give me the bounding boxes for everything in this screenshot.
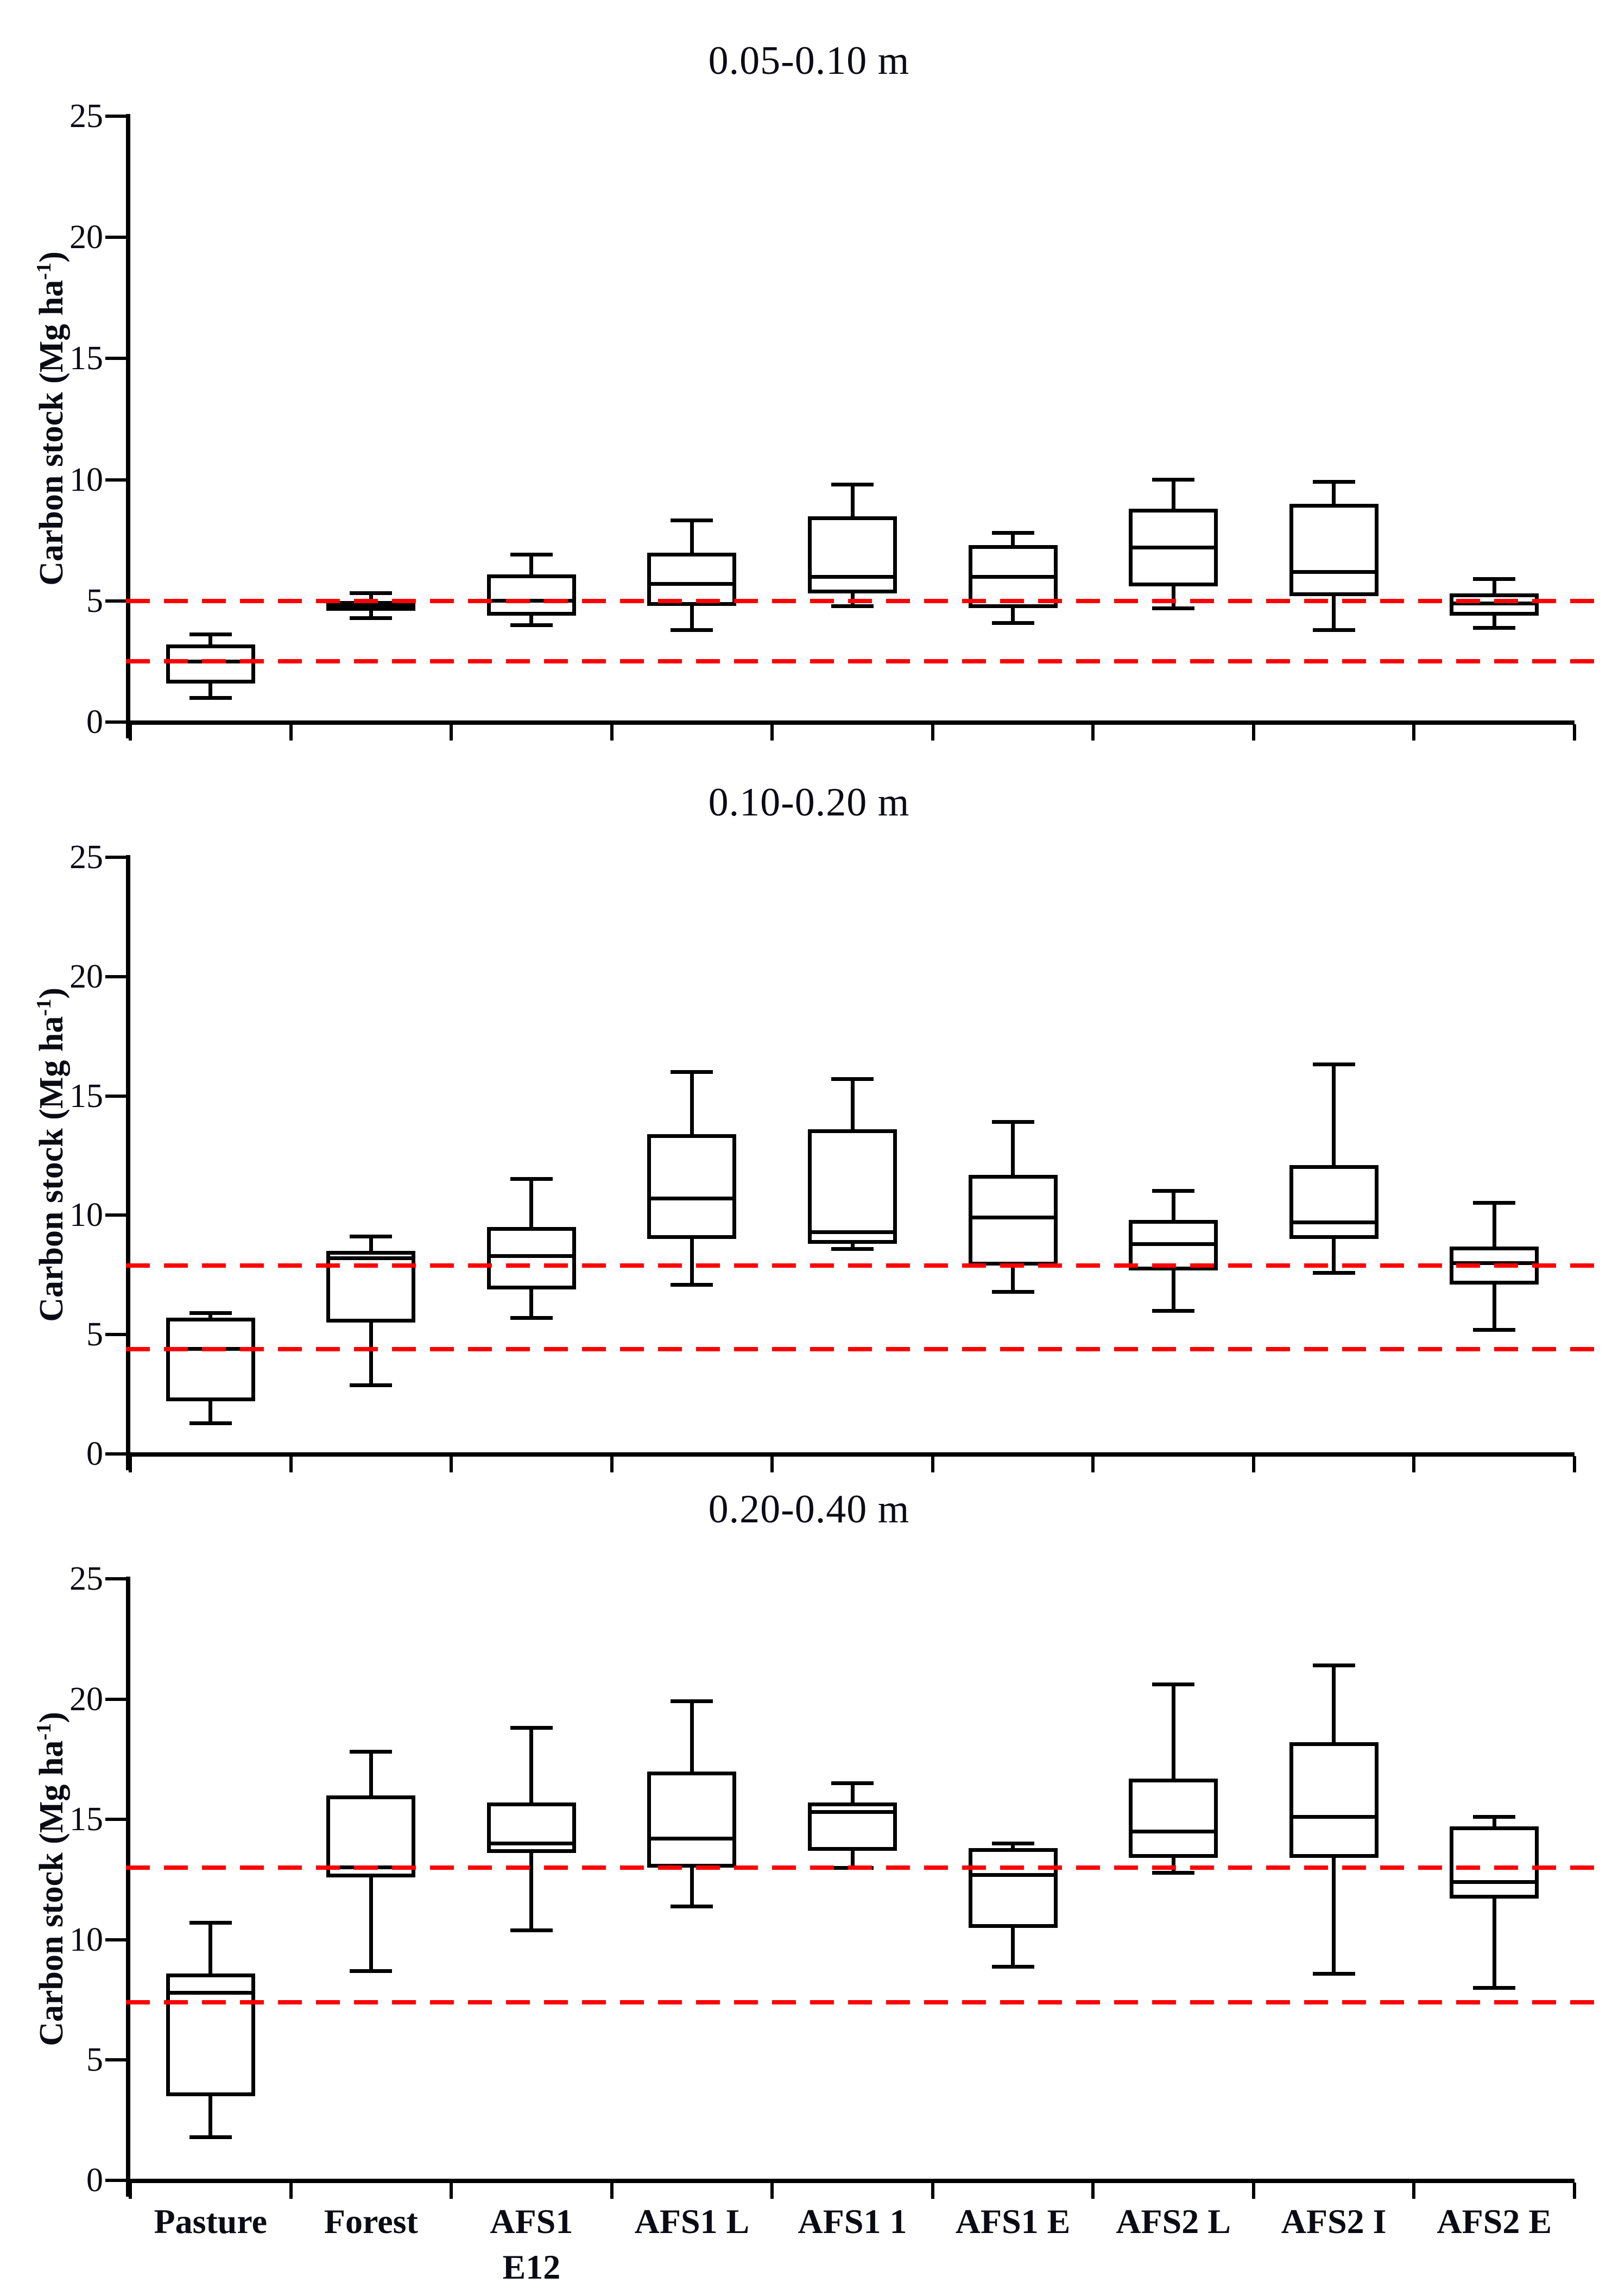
y-axis-line [126,855,130,1470]
lower-whisker [208,2096,212,2137]
x-axis-category-label: AFS2 I [1281,2202,1387,2241]
median-line [808,575,897,579]
y-axis-tick [105,357,126,360]
x-axis-category-label: Forest [324,2202,418,2241]
upper-whisker-cap [189,1311,232,1315]
lower-whisker-cap [350,616,392,620]
box-iqr [326,1251,415,1323]
box-iqr [166,1318,255,1401]
panel-3-title: 0.20-0.40 m [708,1487,910,1532]
upper-whisker-cap [1152,1189,1194,1193]
box-iqr [1450,1826,1539,1899]
x-axis-category-label: AFS1 [490,2202,573,2241]
upper-whisker-cap [831,483,874,486]
y-axis-tick-label: 25 [69,839,103,876]
upper-whisker [369,1752,373,1795]
panel-2-y-axis-label [32,829,71,1481]
box-iqr [1289,1742,1379,1858]
box-iqr [1289,504,1379,596]
median-line [1289,1815,1379,1819]
upper-whisker-cap [671,518,713,522]
lower-whisker [208,1401,212,1423]
upper-whisker-cap [992,531,1034,535]
box-iqr [647,1772,736,1868]
x-axis-tick [931,724,934,741]
y-axis-tick-label: 0 [86,1435,103,1472]
upper-whisker-cap [1473,1201,1515,1205]
x-axis-tick [610,1456,614,1472]
lower-whisker-cap [671,628,713,632]
x-axis-tick [1573,724,1576,741]
y-axis-tick-label: 5 [86,1316,103,1353]
y-axis-label-text: Carbon stock (Mg ha [33,1740,70,2046]
x-axis-category-label-line2: E12 [502,2248,561,2286]
x-axis-category-label: AFS1 1 [798,2202,907,2241]
reference-dashed-line [126,2000,1595,2004]
y-axis-tick-label: 5 [86,582,103,619]
box-iqr [487,1227,576,1289]
lower-whisker-cap [1473,1986,1515,1990]
y-axis-label-close: ) [33,251,70,263]
x-axis-category-label: AFS1 L [634,2202,750,2241]
y-axis-tick [105,1577,126,1580]
y-axis-tick [105,2179,126,2182]
y-axis-tick [105,1095,126,1098]
x-axis-tick [1573,2183,1576,2199]
y-axis-tick [105,1213,126,1217]
y-axis-tick [105,1818,126,1821]
upper-whisker-cap [831,1077,874,1081]
y-axis-label-close: ) [33,1711,70,1723]
lower-whisker-cap [992,1965,1034,1969]
x-axis-tick [1412,1456,1415,1472]
y-axis-label-text: Carbon stock (Mg ha [33,280,70,586]
y-axis-tick-label: 15 [69,340,103,377]
box-iqr [1289,1165,1379,1239]
upper-whisker-cap [510,553,553,556]
x-axis-tick [1412,2183,1415,2199]
x-axis-tick [610,724,614,741]
lower-whisker-cap [1473,1328,1515,1332]
x-axis-category-label: Pasture [154,2202,268,2241]
upper-whisker-cap [1152,1683,1194,1686]
upper-whisker-cap [831,1781,874,1785]
box-iqr [487,1802,576,1853]
upper-whisker [851,1079,855,1129]
x-axis-tick [129,724,132,741]
panel-3-y-axis-label [32,1553,71,2205]
y-axis-tick [105,1938,126,1941]
box-iqr [969,1848,1058,1927]
upper-whisker [851,1783,855,1802]
box-iqr [647,1134,736,1239]
lower-whisker-cap [510,623,553,627]
lower-whisker-cap [992,1290,1034,1294]
lower-whisker [1011,608,1015,623]
median-line [1289,1220,1379,1224]
lower-whisker [1332,1858,1336,1974]
lower-whisker-cap [671,1283,713,1287]
box-iqr [166,644,255,683]
upper-whisker [208,1923,212,1974]
lower-whisker-cap [1152,1871,1194,1875]
y-axis-tick [105,1333,126,1336]
median-line [969,1216,1058,1219]
x-axis-tick [770,1456,774,1472]
lower-whisker [1493,1285,1496,1330]
y-axis-label-sup: -1 [33,1723,56,1741]
lower-whisker-cap [510,1928,553,1932]
x-axis-tick [289,1456,293,1472]
lower-whisker-cap [189,1421,232,1425]
y-axis-tick-label: 10 [69,1197,103,1234]
upper-whisker-cap [1313,1062,1355,1066]
median-line [487,1254,576,1258]
median-line [647,1197,736,1200]
upper-whisker [1493,1203,1496,1246]
reference-dashed-line [126,1263,1595,1268]
upper-whisker-cap [189,1921,232,1925]
x-axis-tick [129,1456,132,1472]
lower-whisker [1172,1270,1175,1311]
y-axis-tick-label: 10 [69,1921,103,1958]
median-line [808,1810,897,1814]
y-axis-tick-label: 15 [69,1077,103,1115]
lower-whisker-cap [1313,1972,1355,1976]
y-axis-tick [105,115,126,118]
y-axis-label-close: ) [33,987,70,999]
lower-whisker [690,606,694,630]
x-axis-category-label: AFS1 E [955,2202,1071,2241]
lower-whisker-cap [671,1905,713,1908]
upper-whisker [1332,1065,1336,1165]
x-axis-tick [1573,1456,1576,1472]
median-line [969,1873,1058,1877]
upper-whisker [529,1728,533,1802]
upper-whisker [1332,1666,1336,1743]
reference-dashed-line [126,1865,1595,1870]
x-axis-category-label: AFS2 E [1437,2202,1552,2241]
upper-whisker-cap [1313,480,1355,484]
median-line [1450,1880,1539,1884]
panel-1-y-axis-label [32,93,71,744]
panel-1-title: 0.05-0.10 m [708,39,910,83]
median-line [1129,546,1218,549]
lower-whisker-cap [831,1247,874,1251]
y-axis-label-text: Carbon stock (Mg ha [33,1016,70,1322]
y-axis-tick [105,478,126,482]
x-axis-tick [931,1456,934,1472]
upper-whisker-cap [671,1699,713,1703]
y-axis-line [126,114,130,738]
x-axis-line [126,1452,1575,1457]
reference-dashed-line [126,659,1595,663]
y-axis-tick [105,1698,126,1701]
upper-whisker [1011,1122,1015,1175]
lower-whisker [690,1868,694,1906]
y-axis-tick-label: 15 [69,1801,103,1838]
upper-whisker-cap [1473,1815,1515,1819]
y-axis-tick [105,856,126,859]
lower-whisker-cap [1313,628,1355,632]
upper-whisker [851,485,855,516]
upper-whisker [690,1072,694,1134]
lower-whisker [369,1877,373,1971]
lower-whisker [1493,1899,1496,1988]
reference-dashed-line [126,1347,1595,1351]
x-axis-tick [1091,2183,1095,2199]
x-axis-tick [450,2183,453,2199]
median-line [1289,570,1379,574]
x-axis-tick [770,724,774,741]
y-axis-tick [105,599,126,603]
upper-whisker-cap [671,1070,713,1074]
x-axis-tick [289,2183,293,2199]
x-axis-tick [289,724,293,741]
x-axis-tick [610,2183,614,2199]
box-iqr [808,1129,897,1244]
lower-whisker [529,1853,533,1930]
lower-whisker [208,684,212,698]
lower-whisker [1011,1266,1015,1292]
y-axis-tick-label: 25 [69,1560,103,1597]
upper-whisker-cap [992,1120,1034,1124]
upper-whisker [1332,482,1336,504]
lower-whisker-cap [510,1316,553,1320]
upper-whisker-cap [510,1177,553,1181]
y-axis-tick [105,1452,126,1456]
median-line [1129,1242,1218,1246]
upper-whisker-cap [510,1726,553,1730]
upper-whisker [1172,480,1175,509]
median-line [487,1842,576,1845]
median-line [647,1837,736,1840]
lower-whisker-cap [992,621,1034,625]
upper-whisker [1172,1191,1175,1220]
x-axis-tick [1412,724,1415,741]
upper-whisker [529,1179,533,1227]
lower-whisker [690,1239,694,1285]
upper-whisker-cap [350,1235,392,1238]
x-axis-tick [450,1456,453,1472]
y-axis-tick-label: 10 [69,461,103,498]
y-axis-tick [105,975,126,978]
lower-whisker-cap [831,604,874,608]
y-axis-label-sup: -1 [33,262,56,280]
x-axis-tick [1091,724,1095,741]
lower-whisker-cap [1152,606,1194,610]
median-line [326,604,415,608]
lower-whisker-cap [350,1969,392,1973]
lower-whisker-cap [350,1383,392,1387]
upper-whisker [1011,533,1015,545]
x-axis-tick [770,2183,774,2199]
upper-whisker [369,1237,373,1251]
y-axis-tick-label: 0 [86,2162,103,2199]
x-axis-tick [1252,1456,1255,1472]
x-axis-tick [931,2183,934,2199]
x-axis-tick [1091,1456,1095,1472]
upper-whisker-cap [1473,577,1515,581]
x-axis-tick [129,2183,132,2199]
upper-whisker-cap [1313,1664,1355,1667]
box-iqr [487,574,576,616]
y-axis-tick [105,2058,126,2061]
lower-whisker [1011,1928,1015,1966]
y-axis-tick-label: 20 [69,958,103,995]
upper-whisker [529,555,533,574]
upper-whisker [690,1702,694,1772]
upper-whisker [1172,1685,1175,1779]
box-iqr [808,516,897,594]
y-axis-tick [105,720,126,724]
y-axis-line [126,1577,130,2197]
box-iqr [969,1175,1058,1266]
panel-2-title: 0.10-0.20 m [708,780,910,825]
lower-whisker-cap [189,2135,232,2139]
median-line [166,1991,255,1995]
upper-whisker-cap [992,1842,1034,1845]
median-line [969,575,1058,579]
lower-whisker-cap [1313,1271,1355,1275]
upper-whisker-cap [350,591,392,595]
y-axis-tick-label: 25 [69,98,103,135]
x-axis-line [126,720,1575,725]
upper-whisker-cap [350,1750,392,1754]
upper-whisker [1493,579,1496,594]
upper-whisker [690,521,694,552]
x-axis-line [126,2179,1575,2183]
y-axis-tick-label: 20 [69,1680,103,1718]
median-line [808,1230,897,1234]
lower-whisker [1172,586,1175,608]
x-axis-tick [450,724,453,741]
x-axis-tick [1252,2183,1255,2199]
y-axis-tick-label: 0 [86,704,103,741]
lower-whisker [529,1289,533,1318]
x-axis-category-label: AFS2 L [1116,2202,1231,2241]
lower-whisker [369,1323,373,1384]
y-axis-label-sup: -1 [33,998,56,1016]
x-axis-tick [1252,724,1255,741]
upper-whisker-cap [189,632,232,636]
median-line [326,1256,415,1260]
box-iqr [1129,1779,1218,1858]
y-axis-tick [105,236,126,239]
median-line [1129,1830,1218,1833]
median-line [647,582,736,586]
y-axis-tick-label: 5 [86,2041,103,2079]
lower-whisker-cap [1473,626,1515,630]
reference-dashed-line [126,599,1595,603]
lower-whisker-cap [189,696,232,700]
y-axis-tick-label: 20 [69,219,103,256]
lower-whisker-cap [1152,1309,1194,1313]
upper-whisker-cap [1152,478,1194,482]
box-iqr [647,553,736,606]
